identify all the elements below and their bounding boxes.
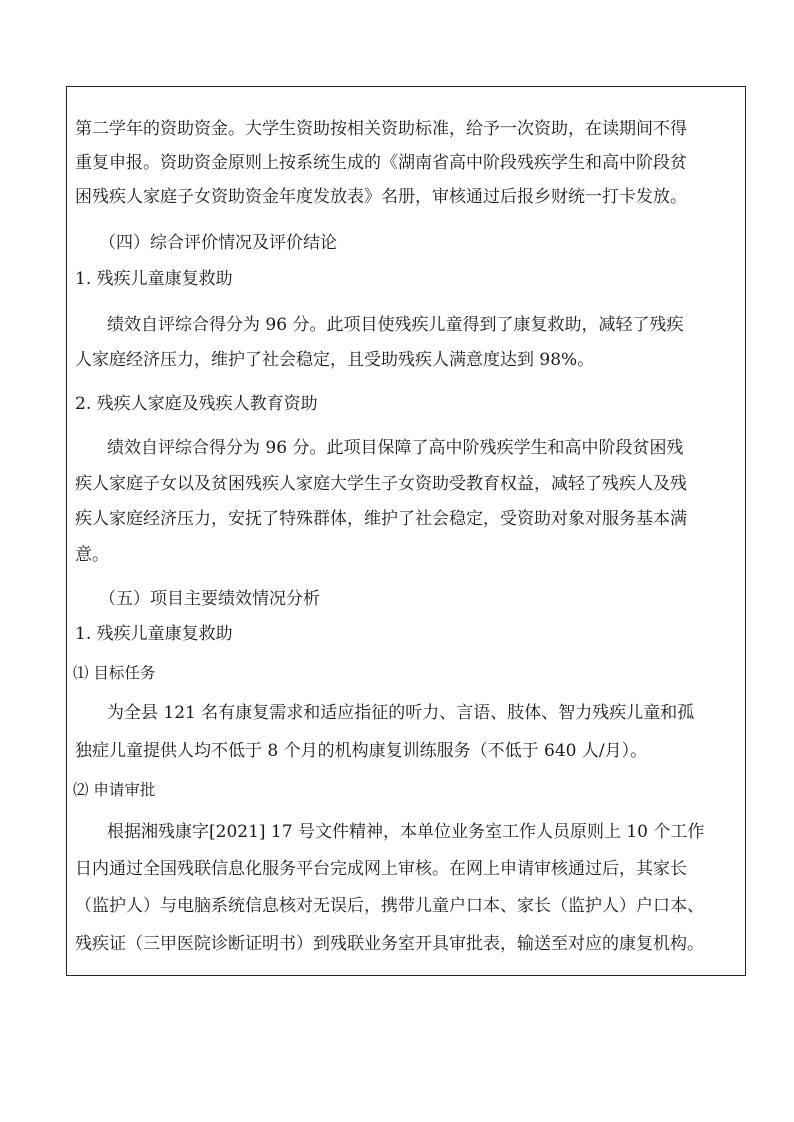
text-line: 绩效自评综合得分为 96 分。此项目使残疾儿童得到了康复救助，减轻了残疾 bbox=[107, 315, 684, 335]
item-heading: ⑴ 目标任务 bbox=[73, 664, 156, 682]
text-line: 意。 bbox=[75, 545, 109, 565]
text-line: 疾人家庭子女以及贫困残疾人家庭大学生子女资助受教育权益，减轻了残疾人及残 bbox=[75, 474, 687, 494]
text-line: 疾人家庭经济压力，安抚了特殊群体，维护了社会稳定，受资助对象对服务基本满 bbox=[75, 509, 687, 529]
section-heading: （四）综合评价情况及评价结论 bbox=[99, 233, 337, 253]
subsection-heading: 1. 残疾儿童康复救助 bbox=[75, 269, 233, 289]
document-frame bbox=[66, 86, 746, 976]
text-line: 根据湘残康字[2021] 17 号文件精神，本单位业务室工作人员原则上 10 个工作 bbox=[107, 822, 705, 842]
subsection-heading: 2. 残疾人家庭及残疾人教育资助 bbox=[75, 394, 318, 414]
text-line: 残疾证（三甲医院诊断证明书）到残联业务室开具审批表，输送至对应的康复机构。 bbox=[75, 934, 704, 954]
text-line: 独症儿童提供人均不低于 8 个月的机构康复训练服务（不低于 640 人/月）。 bbox=[75, 741, 648, 761]
text-line: 重复申报。资助资金原则上按系统生成的《湖南省高中阶段残疾学生和高中阶段贫 bbox=[75, 153, 687, 173]
text-line: 第二学年的资助资金。大学生资助按相关资助标准，给予一次资助，在读期间不得 bbox=[75, 119, 687, 139]
item-heading: ⑵ 申请审批 bbox=[73, 781, 156, 799]
text-line: 日内通过全国残联信息化服务平台完成网上审核。在网上申请审核通过后，其家长 bbox=[75, 859, 687, 879]
text-line: 困残疾人家庭子女资助资金年度发放表》名册，审核通过后报乡财统一打卡发放。 bbox=[75, 187, 687, 207]
text-line: 人家庭经济压力，维护了社会稳定，且受助残疾人满意度达到 98%。 bbox=[75, 350, 595, 370]
text-line: 绩效自评综合得分为 96 分。此项目保障了高中阶残疾学生和高中阶段贫困残 bbox=[107, 438, 684, 458]
text-line: 为全县 121 名有康复需求和适应指征的听力、言语、肢体、智力残疾儿童和孤 bbox=[107, 703, 695, 723]
section-heading: （五）项目主要绩效情况分析 bbox=[99, 589, 320, 609]
text-line: （监护人）与电脑系统信息核对无误后，携带儿童户口本、家长（监护人）户口本、 bbox=[75, 896, 704, 916]
subsection-heading: 1. 残疾儿童康复救助 bbox=[75, 624, 233, 644]
